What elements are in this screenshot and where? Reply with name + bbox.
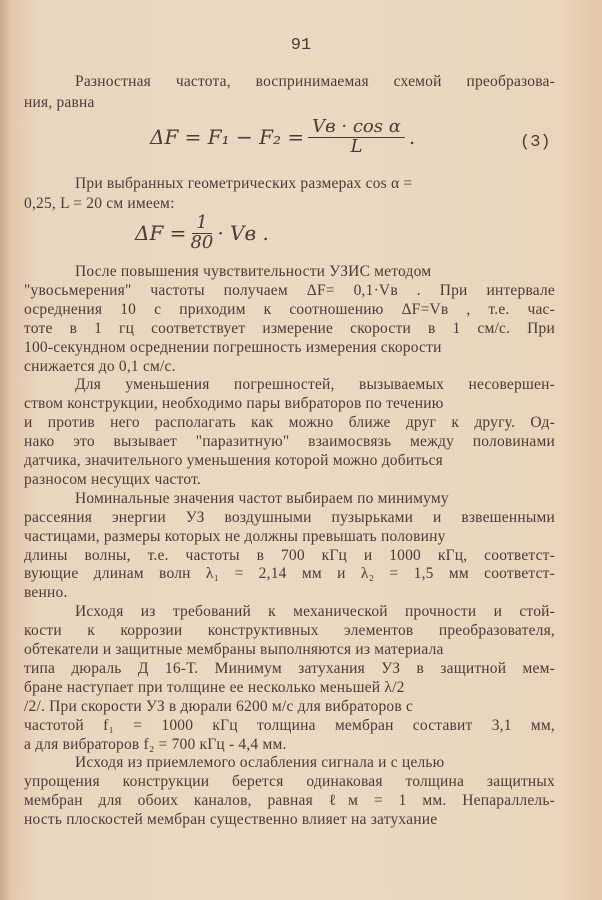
- text-line: рассеяния энергии УЗ воздушными пузырьками и взвешенными: [24, 508, 555, 526]
- text-line: упрощения конструкции берется одинаковая толщина защитных: [24, 773, 555, 791]
- text-line: снижается до 0,1 см/с.: [24, 357, 176, 375]
- text-line: Исходя из приемлемого ослабления сигнала и с целью: [75, 754, 445, 772]
- text-line: венно.: [24, 584, 68, 602]
- text-line: а для вибраторов f₂ = 700 кГц - 4,4 мм.: [24, 735, 287, 753]
- text-line: частицами, размеры которых не должны превышать половину: [24, 527, 446, 545]
- text-line: ность плоскостей мембран существенно влияет на затухание: [24, 811, 438, 829]
- fraction-denominator: L: [350, 135, 363, 157]
- text-line: тоте в 1 гц соответствует измерение скорости в 1 см/с. При: [24, 319, 555, 337]
- equation-number: (3): [520, 133, 551, 152]
- text-line: вующие длинам волн λ₁ = 2,14 мм и λ₂ = 1,5 мм соответст-: [24, 565, 555, 583]
- text-line: После повышения чувствительности УЗИС методом: [75, 263, 432, 280]
- text-line: "увосьмерения" частоты получаем ΔF= 0,1·Vв . При интервале: [24, 281, 555, 299]
- equation-tail: .: [408, 124, 416, 149]
- fraction-denominator: 80: [190, 231, 214, 253]
- text-line: датчика, значительного уменьшения которой можно добиться: [24, 452, 443, 469]
- equation-lhs: ΔF =: [135, 220, 187, 245]
- text-line: /2/. При скорости УЗ в дюрали 6200 м/с для вибраторов с: [24, 697, 414, 715]
- text-line: обтекатели и защитные мембраны выполняются из материала: [24, 641, 444, 658]
- text-line: и против него располагать как можно ближе друг к другу. Од-: [24, 414, 555, 432]
- text-line: Исходя из требований к механической прочности и стой-: [75, 603, 555, 621]
- text-line: частотой f₁ = 1000 кГц толщина мембран составит 3,1 мм,: [24, 716, 555, 734]
- text-line: При выбранных геометрических размерах cos α =: [75, 175, 413, 192]
- text-line: Разностная частота, воспринимаемая схемой преобразова-: [75, 73, 555, 90]
- text-line: ния, равна: [24, 94, 95, 111]
- equation-tail: · Vв .: [217, 220, 269, 245]
- text-line: 0,25, L = 20 см имеем:: [24, 195, 175, 212]
- equation-3: [150, 118, 415, 157]
- text-line: бране наступает при толщине ее несколько меньшей λ/2: [24, 678, 405, 696]
- text-line: разносом несущих частот.: [24, 470, 201, 488]
- text-line: мембран для обоих каналов, равная ℓм = 1 мм. Непараллель-: [24, 792, 555, 810]
- text-line: нако это вызывает "паразитную" взаимосвязь между половинами: [24, 433, 555, 451]
- text-line: Номинальные значения частот выбираем по минимуму: [75, 489, 449, 507]
- equation-fraction: [308, 118, 405, 157]
- equation-simplified: [135, 214, 269, 253]
- fraction-numerator: Vв · cos α: [308, 118, 405, 138]
- text-line: Для уменьшения погрешностей, вызываемых несовершен-: [75, 376, 555, 394]
- equation-lhs: ΔF = F₁ − F₂ =: [150, 124, 305, 149]
- text-line: длины волны, т.е. частоты в 700 кГц и 1000 кГц, соответст-: [24, 546, 555, 564]
- text-line: ством конструкции, необходимо пары вибраторов по течению: [24, 395, 444, 413]
- page-number: 91: [290, 36, 312, 55]
- text-line: типа дюраль Д 16-Т. Минимум затухания УЗ в защитной мем-: [24, 659, 555, 677]
- text-line: кости к коррозии конструктивных элементов преобразователя,: [24, 622, 555, 640]
- text-line: 100-секундном осреднении погрешность измерения скорости: [24, 338, 442, 356]
- equation-fraction: [190, 214, 213, 253]
- fraction-numerator: 1: [192, 214, 211, 234]
- text-line: осреднения 10 с приходим к соотношению ΔF=Vв , т.е. час-: [24, 300, 555, 318]
